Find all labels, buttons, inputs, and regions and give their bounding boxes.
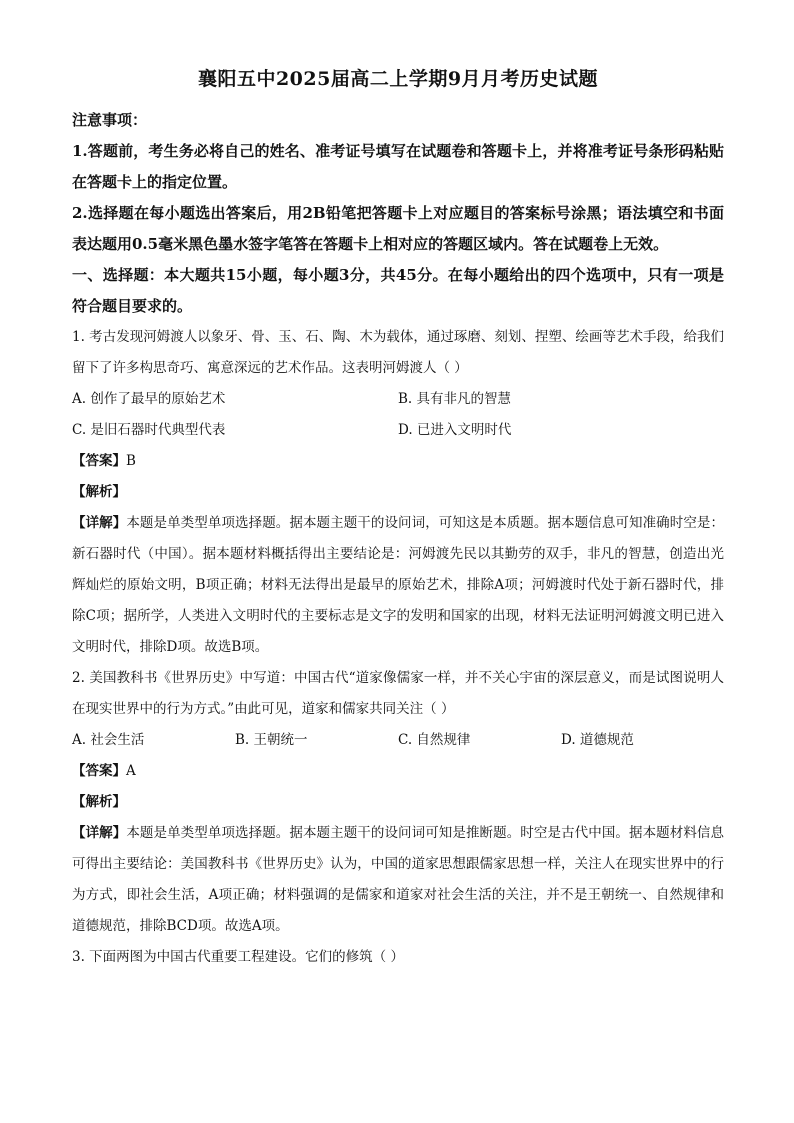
analysis-line [72, 477, 724, 508]
answer-line [72, 756, 724, 787]
question-stem: 2. 美国教科书《世界历史》中写道：中国古代“道家像儒家一样，并不关心宇宙的深层意义，而是试图说明人在现实世界中的行为方式。”由此可见，道家和儒家共同关注（ ） [72, 670, 724, 717]
option-a: A. 社会生活 [72, 732, 145, 748]
answer-tag: 【答案】 [72, 763, 126, 779]
question-1 [72, 322, 724, 663]
detail-paragraph [72, 508, 724, 663]
detail-tag: 【详解】 [72, 515, 127, 531]
question-stem: 3. 下面两图为中国古代重要工程建设。它们的修筑（ ） [72, 949, 404, 965]
option-d: D. 道德规范 [561, 732, 634, 748]
option-c: C. 自然规律 [398, 732, 471, 748]
analysis-line [72, 787, 724, 818]
detail-text: 本题是单类型单项选择题。据本题主题干的设问词可知是推断题。时空是古代中国。据本题材料信息可得出主要结论：美国教科书《世界历史》认为，中国的道家思想跟儒家思想一样，关注人在现实世界中的行为方式，即社会生活，A项正确；材料强调的是儒家和道家对社会生活的关注，并不是王朝统一、自然规律和道德规范，排除BCD项。故选A项。 [72, 825, 725, 934]
answer-tag: 【答案】 [72, 453, 126, 469]
option-d: D. 已进入文明时代 [398, 422, 512, 438]
question-options [72, 415, 724, 446]
answer-value: B [126, 453, 136, 469]
option-b: B. 王朝统一 [235, 732, 308, 748]
question-stem: 1. 考古发现河姆渡人以象牙、骨、玉、石、陶、木为载体，通过琢磨、刻划、捏塑、绘画等艺术手段，给我们留下了许多构思奇巧、寓意深远的艺术作品。这表明河姆渡人（ ） [72, 329, 724, 376]
analysis-tag: 【解析】 [72, 794, 126, 810]
option-a: A. 创作了最早的原始艺术 [72, 391, 226, 407]
option-b: B. 具有非凡的智慧 [398, 391, 512, 407]
answer-line [72, 446, 724, 477]
notice-item-1: 1.答题前，考生务必将自己的姓名、准考证号填写在试题卷和答题卡上，并将准考证号条形码粘贴在答题卡上的指定位置。 [72, 142, 724, 191]
option-c: C. 是旧石器时代典型代表 [72, 422, 226, 438]
detail-tag: 【详解】 [72, 825, 127, 841]
detail-text: 本题是单类型单项选择题。据本题主题干的设问词，可知这是本质题。据本题信息可知准确时空是：新石器时代（中国）。据本题材料概括得出主要结论是：河姆渡先民以其勤劳的双手，非凡的智慧，创造出光辉灿烂的原始文明，B项正确；材料无法得出是最早的原始艺术，排除A项；河姆渡时代处于新石器时代，排除C项；据所学，人类进入文明时代的主要标志是文字的发明和国家的出现，材料无法证明河姆渡文明已进入文明时代，排除D项。故选B项。 [72, 515, 725, 655]
page-title: 襄阳五中2025届高二上学期9月月考历史试题 [197, 68, 599, 90]
answer-value: A [126, 763, 136, 779]
exam-page [72, 64, 724, 973]
section-heading: 一、选择题：本大题共15小题，每小题3分，共45分。在每小题给出的四个选项中，只有一项是符合题目要求的。 [72, 266, 724, 315]
notice-heading: 注意事项： [72, 111, 148, 129]
question-3 [72, 942, 724, 973]
question-2 [72, 663, 724, 942]
question-options [72, 725, 724, 756]
question-options [72, 384, 724, 415]
analysis-tag: 【解析】 [72, 484, 126, 500]
detail-paragraph [72, 818, 724, 942]
notice-item-2: 2.选择题在每小题选出答案后，用2B铅笔把答题卡上对应题目的答案标号涂黑；语法填空和书面表达题用0.5毫米黑色墨水签字笔答在答题卡上相对应的答题区域内。答在试题卷上无效。 [72, 204, 724, 253]
